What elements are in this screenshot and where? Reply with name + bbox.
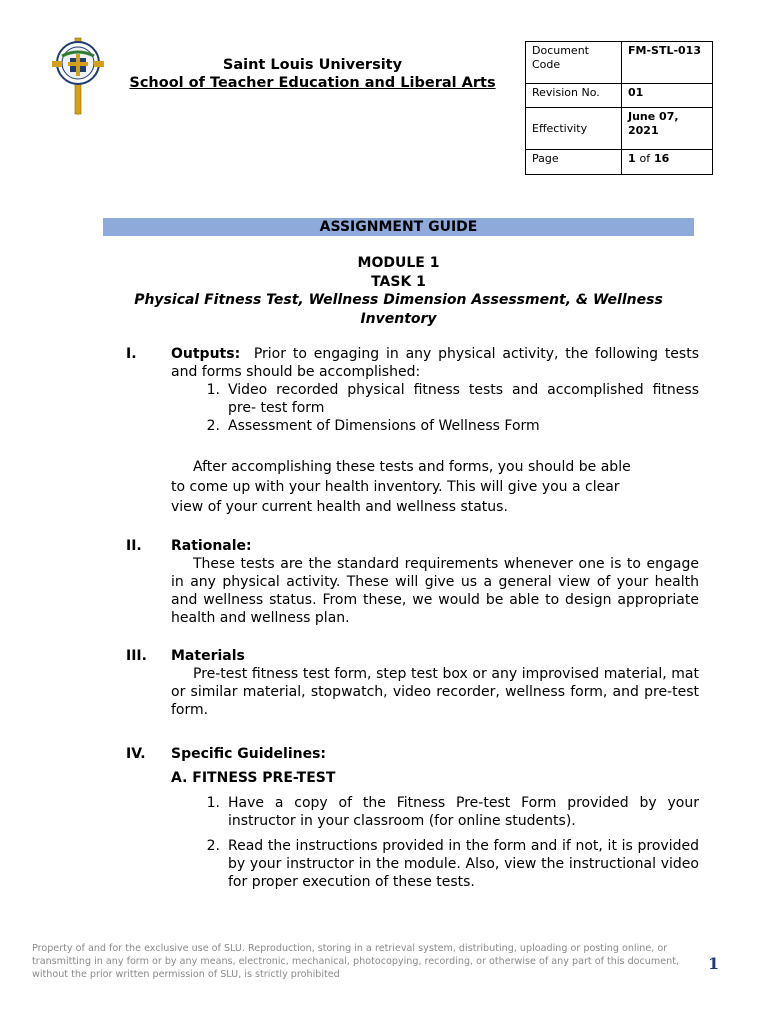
page-value: 1 of 16 xyxy=(622,150,713,175)
rationale-title: Rationale: xyxy=(171,538,252,554)
materials-title: Materials xyxy=(171,648,245,664)
list-number: 2. xyxy=(206,838,220,854)
revision-value: 01 xyxy=(622,84,713,108)
effectivity-label: Effectivity xyxy=(526,108,622,150)
doc-code-label: Document Code xyxy=(526,42,622,84)
outputs-title: Outputs: xyxy=(171,346,241,362)
effectivity-value: June 07, 2021 xyxy=(622,108,713,150)
school-name: School of Teacher Education and Liberal Arts xyxy=(129,75,496,91)
list-item: Read the instructions provided in the form and if not, it is provided by your instructor in the module. Also, view the instructional video for proper execution of these tests. xyxy=(228,838,699,890)
section-number: IV. xyxy=(126,746,146,762)
document-control-table xyxy=(525,41,713,175)
university-name: Saint Louis University xyxy=(222,57,403,73)
task-heading: TASK 1 xyxy=(371,274,426,290)
module-heading: MODULE 1 xyxy=(357,255,440,271)
rationale-text: These tests are the standard requirements whenever one is to engage in any physical activity. These will give us a general view of your health and wellness status. From these, we would be able to design appropriate health and wellness plan. xyxy=(171,556,699,626)
list-number: 1. xyxy=(206,795,220,811)
fitness-pretest-heading: A. FITNESS PRE-TEST xyxy=(171,770,336,786)
page-label: Page xyxy=(526,150,622,175)
section-number: II. xyxy=(126,538,142,554)
slu-seal-logo xyxy=(48,36,108,116)
revision-label: Revision No. xyxy=(526,84,622,108)
outputs-paragraph-line: After accomplishing these tests and forms, you should be able xyxy=(193,459,631,475)
list-item: Video recorded physical fitness tests and accomplished fitness pre- test form xyxy=(228,382,699,416)
section-number: I. xyxy=(126,346,137,362)
outputs-intro: Outputs: Prior to engaging in any physical activity, the following tests and forms should be accomplished: xyxy=(171,346,699,380)
list-item: Have a copy of the Fitness Pre-test Form provided by your instructor in your classroom (for online students). xyxy=(228,795,699,829)
list-number: 2. xyxy=(206,418,220,434)
section-number: III. xyxy=(126,648,147,664)
guidelines-title: Specific Guidelines: xyxy=(171,746,327,762)
outputs-paragraph-line: view of your current health and wellness status. xyxy=(171,499,508,515)
list-number: 1. xyxy=(206,382,220,398)
task-subtitle: Physical Fitness Test, Wellness Dimension Assessment, & Wellness Inventory xyxy=(134,292,663,327)
footer-copyright-notice: Property of and for the exclusive use of SLU. Reproduction, storing in a retrieval system, distributing, uploading or posting online, or transmitting in any form or by any means, electronic, mechanical, photocopying, recording, or otherwise of any part of this document, without the prior written permission of SLU, is strictly prohibited xyxy=(32,943,680,980)
assignment-guide-banner: ASSIGNMENT GUIDE xyxy=(103,218,694,236)
doc-code-value: FM-STL-013 xyxy=(622,42,713,84)
outputs-paragraph-line: to come up with your health inventory. This will give you a clear xyxy=(171,479,620,495)
materials-text: Pre-test fitness test form, step test box or any improvised material, mat or similar material, stopwatch, video recorder, wellness form, and pre-test form. xyxy=(171,666,699,718)
footer-page-number: 1 xyxy=(708,954,720,973)
list-item: Assessment of Dimensions of Wellness Form xyxy=(228,418,540,434)
